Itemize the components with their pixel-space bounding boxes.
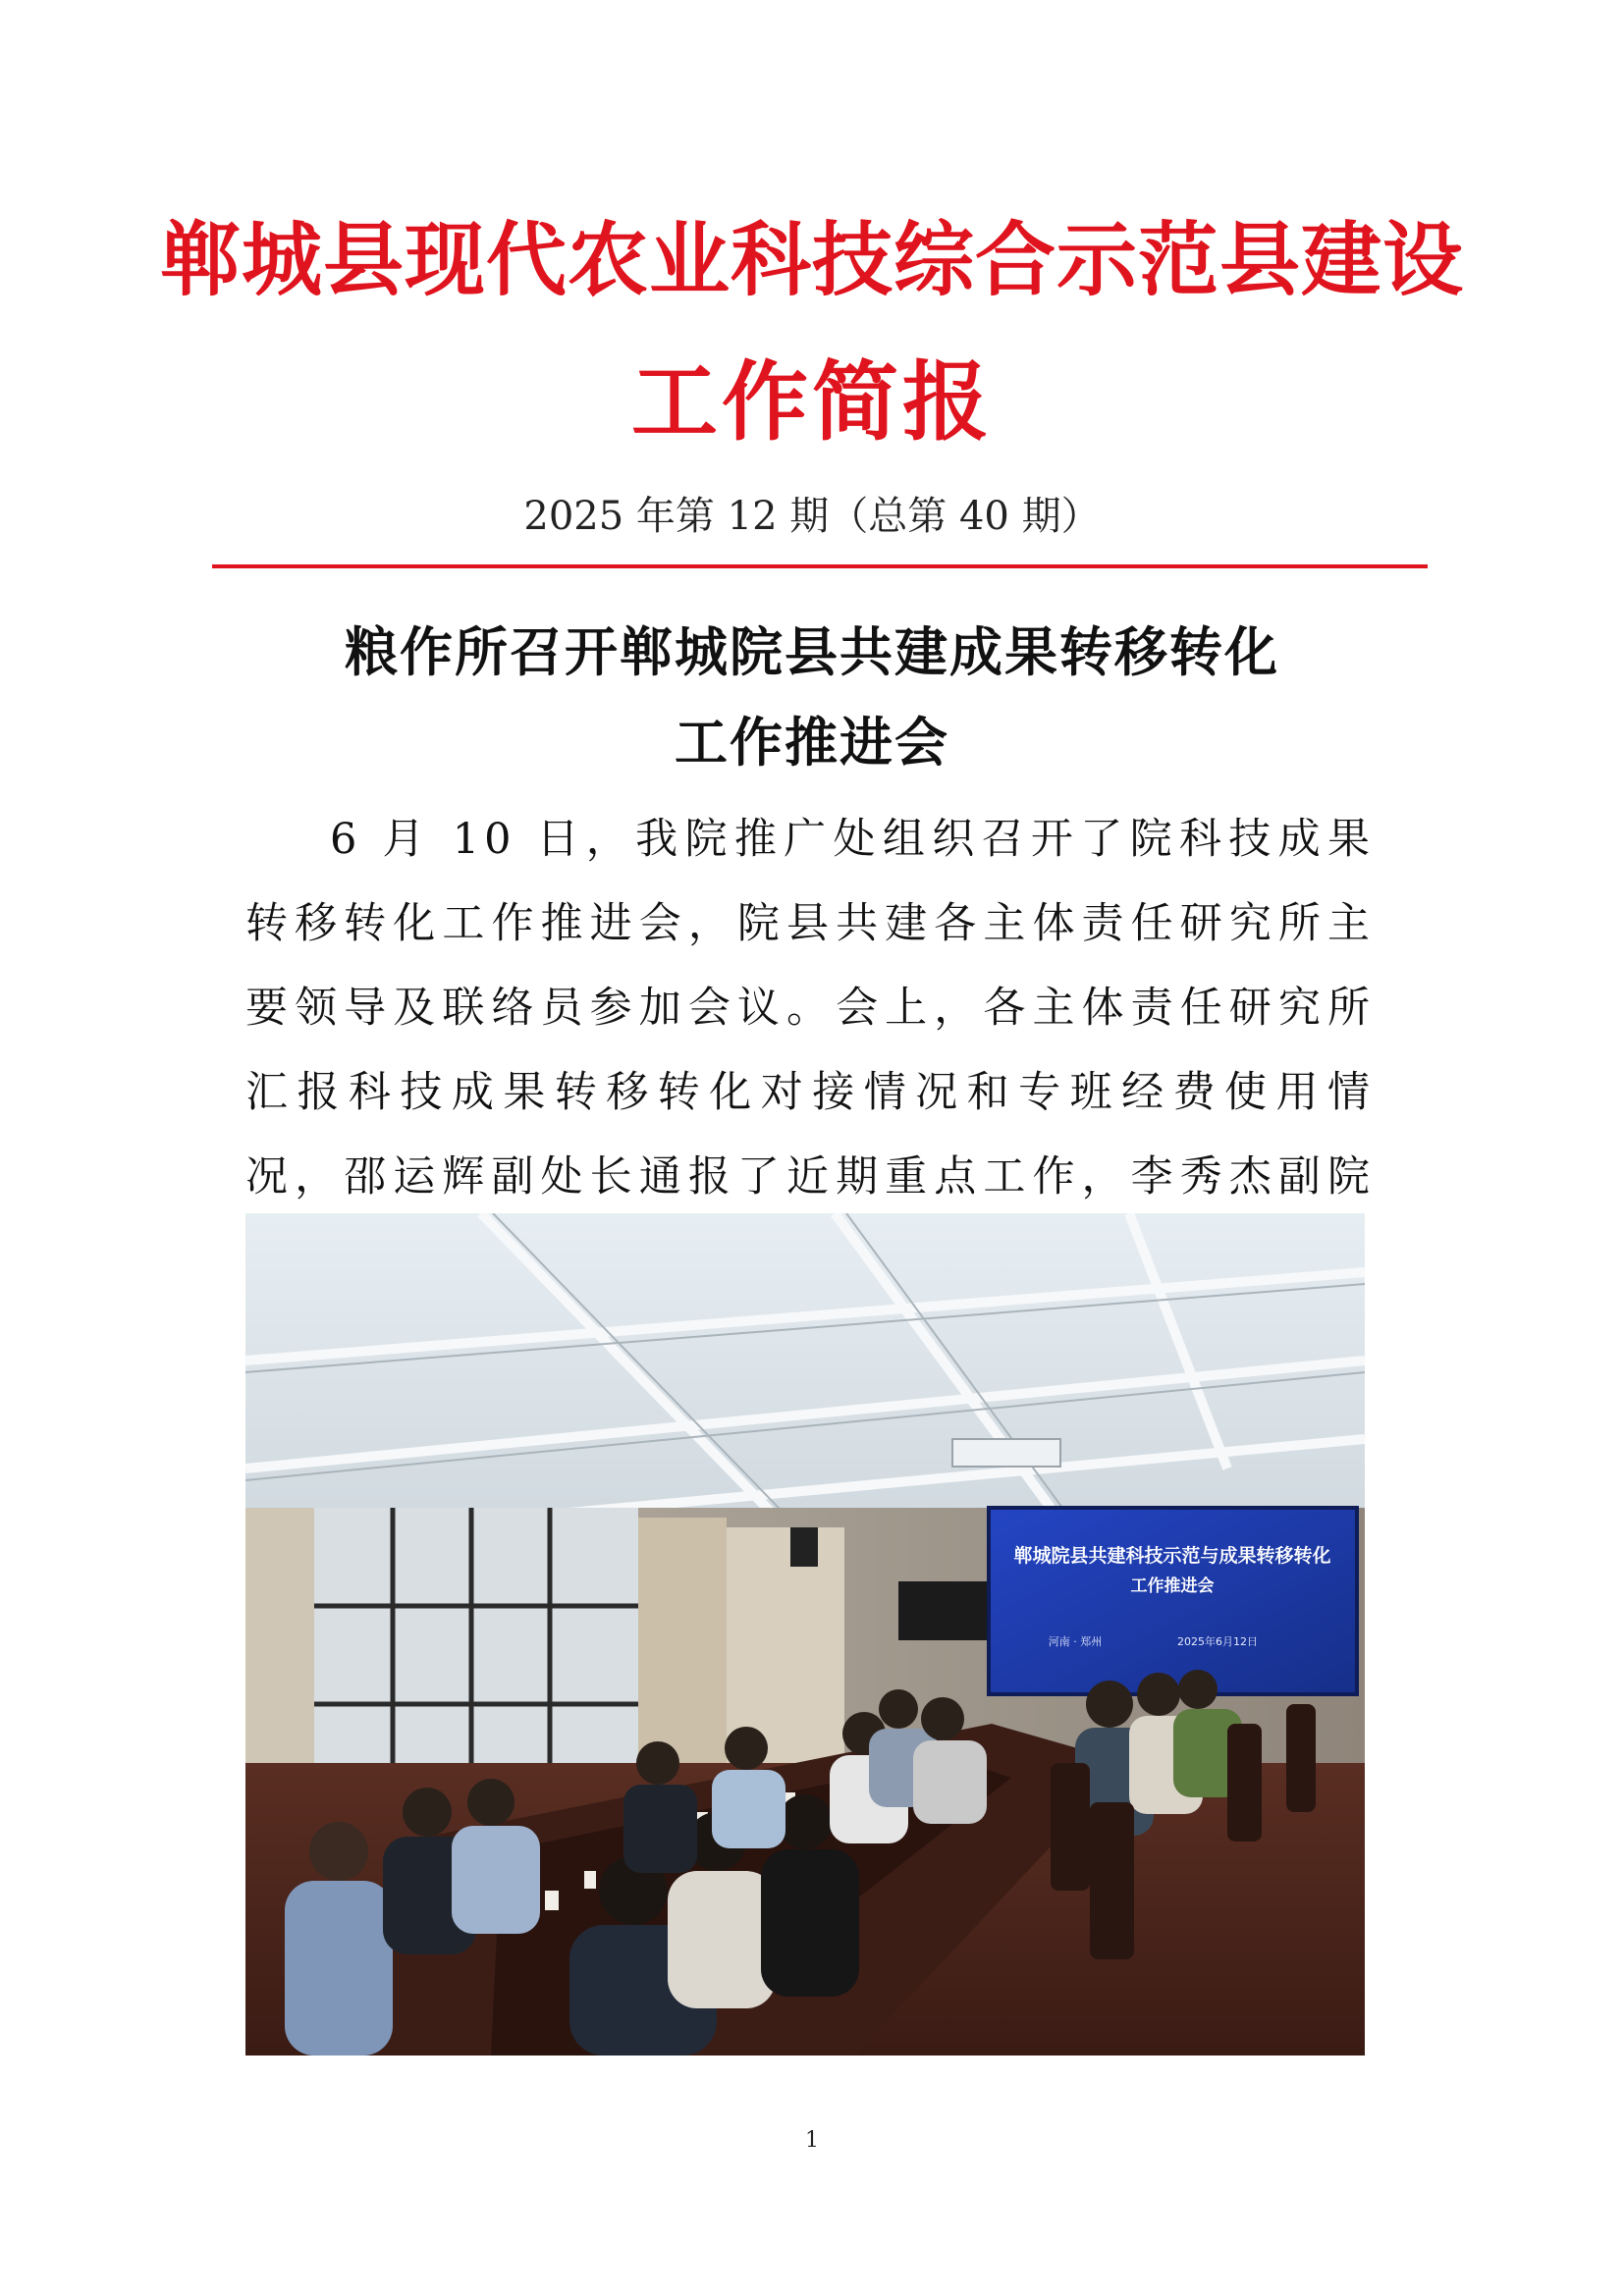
article-paragraph: 6 月 10 日，我院推广处组织召开了院科技成果转移转化工作推进会，院县共建各主体责任研究所主要领导及联络员参加会议。会上，各主体责任研究所汇报科技成果转移转化对接情况和专班经费使用情况，邵运辉副处长通报了近期重点工作，李秀杰副院 — [245, 815, 1375, 1201]
article-title-line2: 工作推进会 — [675, 711, 949, 774]
meeting-photo — [245, 1213, 1365, 2056]
article-title: 粮作所召开郸城院县共建成果转移转化 — [345, 620, 1279, 683]
screen-subtitle: 工作推进会 — [1130, 1576, 1215, 1596]
page-number: 1 — [805, 2128, 819, 2153]
masthead-subtitle: 工作简报 — [630, 350, 993, 453]
masthead-title: 郸城县现代农业科技综合示范县建设 — [159, 213, 1464, 307]
issue-number: 2025 年第 12 期（总第 40 期） — [523, 494, 1101, 539]
screen-date: 2025年6月12日 — [1177, 1635, 1258, 1648]
red-divider — [212, 564, 1428, 568]
screen-location: 河南 · 郑州 — [1048, 1635, 1103, 1648]
screen-title: 郸城院县共建科技示范与成果转移转化 — [1013, 1545, 1331, 1567]
